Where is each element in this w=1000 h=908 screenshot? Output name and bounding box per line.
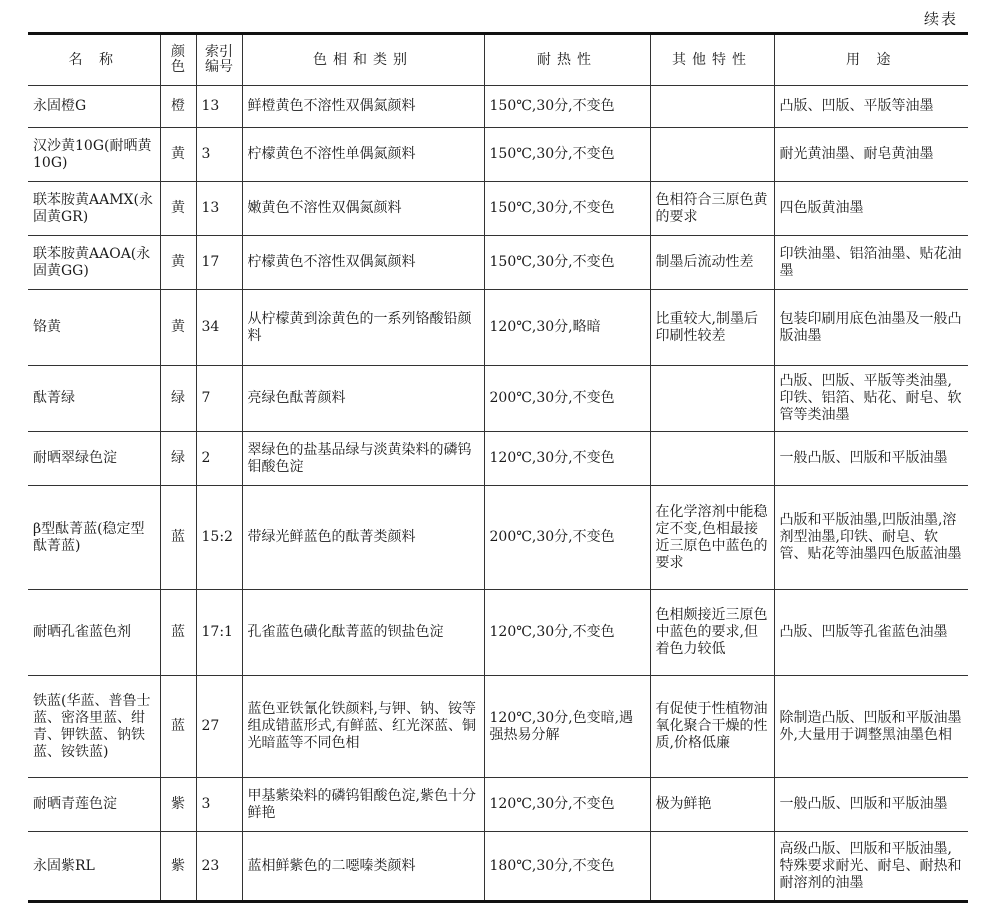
cell-heat: 150℃,30分,不变色: [484, 128, 650, 182]
table-row: [28, 590, 968, 676]
table-row: [28, 236, 968, 290]
table-row: [28, 676, 968, 778]
cell-hue-type: 翠绿色的盐基品绿与淡黄染料的磷钨钼酸色淀: [242, 432, 484, 486]
cell-name: β型酞菁蓝(稳定型酞菁蓝): [28, 486, 160, 590]
cell-other: [650, 832, 774, 902]
cell-index: 27: [196, 676, 242, 778]
header-name: 名 称: [28, 34, 160, 86]
cell-heat: 120℃,30分,略暗: [484, 290, 650, 366]
cell-heat: 180℃,30分,不变色: [484, 832, 650, 902]
table-row: [28, 832, 968, 902]
cell-heat: 120℃,30分,色变暗,遇强热易分解: [484, 676, 650, 778]
cell-index: 34: [196, 290, 242, 366]
cell-hue-type: 鲜橙黄色不溶性双偶氮颜料: [242, 86, 484, 128]
cell-index: 15:2: [196, 486, 242, 590]
table-row: [28, 486, 968, 590]
cell-use: 一般凸版、凹版和平版油墨: [774, 778, 968, 832]
cell-heat: 120℃,30分,不变色: [484, 432, 650, 486]
cell-index: 7: [196, 366, 242, 432]
cell-index: 3: [196, 778, 242, 832]
table-row: [28, 128, 968, 182]
cell-other: [650, 128, 774, 182]
cell-use: 印铁油墨、铝箔油墨、贴花油墨: [774, 236, 968, 290]
cell-other: [650, 432, 774, 486]
header-use: 用 途: [774, 34, 968, 86]
cell-index: 13: [196, 86, 242, 128]
cell-color: 蓝: [160, 486, 196, 590]
cell-other: 色相颇接近三原色中蓝色的要求,但着色力较低: [650, 590, 774, 676]
header-row: [28, 34, 968, 86]
cell-hue-type: 孔雀蓝色磺化酞菁蓝的钡盐色淀: [242, 590, 484, 676]
cell-name: 酞菁绿: [28, 366, 160, 432]
cell-index: 17:1: [196, 590, 242, 676]
cell-heat: 120℃,30分,不变色: [484, 778, 650, 832]
cell-hue-type: 柠檬黄色不溶性双偶氮颜料: [242, 236, 484, 290]
cell-hue-type: 蓝相鲜紫色的二噁嗪类颜料: [242, 832, 484, 902]
cell-color: 黄: [160, 182, 196, 236]
cell-index: 3: [196, 128, 242, 182]
header-heat: 耐热性: [484, 34, 650, 86]
table-row: [28, 86, 968, 128]
cell-other: [650, 86, 774, 128]
cell-color: 黄: [160, 236, 196, 290]
cell-other: 有促使于性植物油氧化聚合干燥的性质,价格低廉: [650, 676, 774, 778]
cell-other: 比重较大,制墨后印刷性较差: [650, 290, 774, 366]
cell-name: 联苯胺黄AAMX(永固黄GR): [28, 182, 160, 236]
cell-other: 制墨后流动性差: [650, 236, 774, 290]
cell-heat: 150℃,30分,不变色: [484, 86, 650, 128]
header-index: 索引编号: [196, 34, 242, 86]
header-other: 其他特性: [650, 34, 774, 86]
cell-use: 凸版、凹版、平版等油墨: [774, 86, 968, 128]
cell-hue-type: 带绿光鲜蓝色的酞菁类颜料: [242, 486, 484, 590]
cell-hue-type: 从柠檬黄到涂黄色的一系列铬酸铅颜料: [242, 290, 484, 366]
continued-label: 续表: [923, 10, 958, 28]
cell-heat: 200℃,30分,不变色: [484, 366, 650, 432]
cell-color: 黄: [160, 128, 196, 182]
cell-index: 2: [196, 432, 242, 486]
cell-use: 高级凸版、凹版和平版油墨,特殊要求耐光、耐皂、耐热和耐溶剂的油墨: [774, 832, 968, 902]
cell-use: 一般凸版、凹版和平版油墨: [774, 432, 968, 486]
pigment-table: [28, 32, 968, 903]
cell-heat: 120℃,30分,不变色: [484, 590, 650, 676]
cell-other: [650, 366, 774, 432]
cell-color: 蓝: [160, 590, 196, 676]
cell-color: 蓝: [160, 676, 196, 778]
cell-name: 永固橙G: [28, 86, 160, 128]
cell-use: 耐光黄油墨、耐皂黄油墨: [774, 128, 968, 182]
cell-name: 联苯胺黄AAOA(永固黄GG): [28, 236, 160, 290]
header-hue-type: 色相和类别: [242, 34, 484, 86]
cell-index: 17: [196, 236, 242, 290]
cell-other: 色相符合三原色黄的要求: [650, 182, 774, 236]
cell-use: 凸版、凹版等孔雀蓝色油墨: [774, 590, 968, 676]
cell-heat: 150℃,30分,不变色: [484, 236, 650, 290]
cell-other: 极为鲜艳: [650, 778, 774, 832]
cell-use: 四色版黄油墨: [774, 182, 968, 236]
cell-name: 铬黄: [28, 290, 160, 366]
cell-color: 紫: [160, 778, 196, 832]
table-row: [28, 432, 968, 486]
cell-name: 永固紫RL: [28, 832, 160, 902]
cell-name: 耐晒翠绿色淀: [28, 432, 160, 486]
cell-color: 黄: [160, 290, 196, 366]
header-color: 颜色: [160, 34, 196, 86]
cell-use: 凸版和平版油墨,凹版油墨,溶剂型油墨,印铁、耐皂、软管、贴花等油墨四色版蓝油墨: [774, 486, 968, 590]
cell-hue-type: 蓝色亚铁氰化铁颜料,与钾、钠、铵等组成错蓝形式,有鲜蓝、红光深蓝、铜光暗蓝等不同色相: [242, 676, 484, 778]
cell-name: 耐晒孔雀蓝色剂: [28, 590, 160, 676]
table-row: [28, 366, 968, 432]
cell-name: 铁蓝(华蓝、普鲁士蓝、密洛里蓝、绀青、钾铁蓝、钠铁蓝、铵铁蓝): [28, 676, 160, 778]
cell-name: 汉沙黄10G(耐晒黄10G): [28, 128, 160, 182]
cell-heat: 150℃,30分,不变色: [484, 182, 650, 236]
cell-hue-type: 亮绿色酞菁颜料: [242, 366, 484, 432]
cell-color: 绿: [160, 366, 196, 432]
cell-hue-type: 嫩黄色不溶性双偶氮颜料: [242, 182, 484, 236]
cell-color: 紫: [160, 832, 196, 902]
table-row: [28, 290, 968, 366]
table-row: [28, 182, 968, 236]
cell-color: 橙: [160, 86, 196, 128]
cell-hue-type: 柠檬黄色不溶性单偶氮颜料: [242, 128, 484, 182]
cell-use: 包装印刷用底色油墨及一般凸版油墨: [774, 290, 968, 366]
cell-name: 耐晒青莲色淀: [28, 778, 160, 832]
cell-use: 除制造凸版、凹版和平版油墨外,大量用于调整黑油墨色相: [774, 676, 968, 778]
cell-heat: 200℃,30分,不变色: [484, 486, 650, 590]
cell-index: 23: [196, 832, 242, 902]
cell-use: 凸版、凹版、平版等类油墨,印铁、铝箔、贴花、耐皂、软管等类油墨: [774, 366, 968, 432]
cell-hue-type: 甲基紫染料的磷钨钼酸色淀,紫色十分鲜艳: [242, 778, 484, 832]
table-row: [28, 778, 968, 832]
cell-index: 13: [196, 182, 242, 236]
cell-other: 在化学溶剂中能稳定不变,色相最接近三原色中蓝色的要求: [650, 486, 774, 590]
cell-color: 绿: [160, 432, 196, 486]
